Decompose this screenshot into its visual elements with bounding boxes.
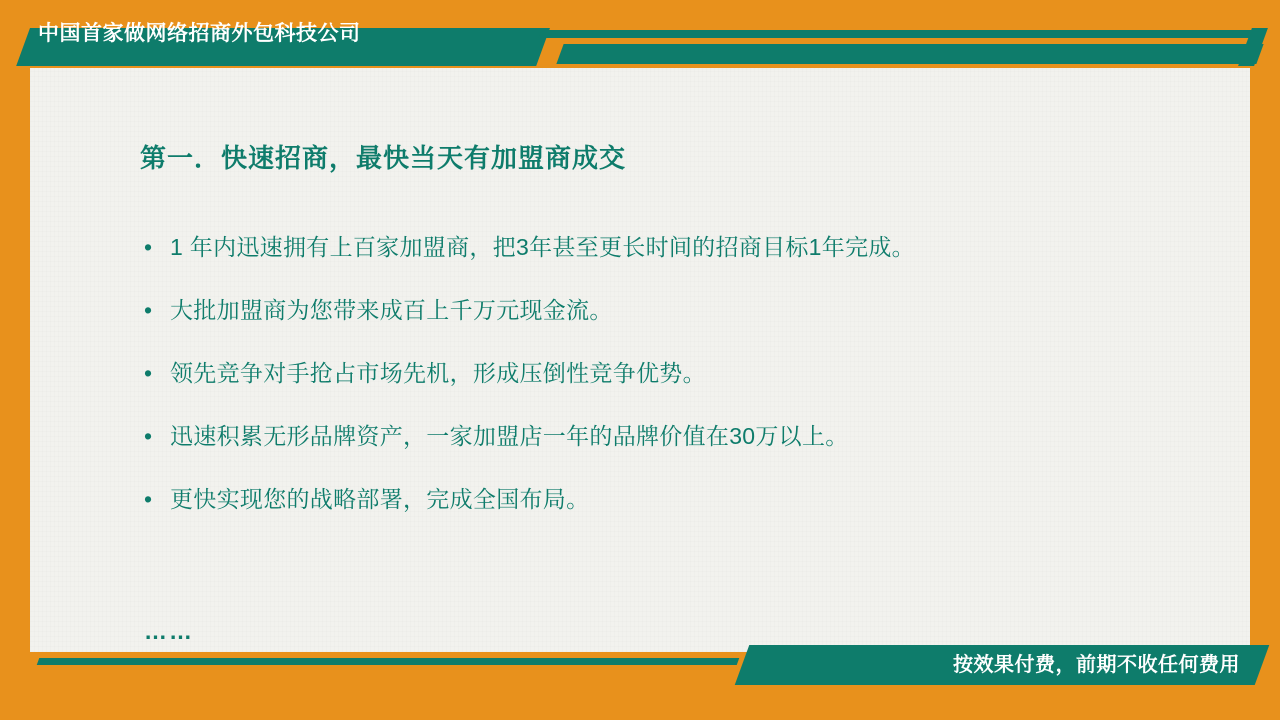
list-item (144, 232, 1214, 262)
list-item (144, 484, 1214, 514)
list-item (144, 358, 1214, 388)
bullet-point-icon: • (144, 360, 153, 386)
header-stripe-top (539, 30, 1252, 38)
header-title: 中国首家做网络招商外包科技公司 (38, 22, 361, 45)
list-item-text: 迅速积累无形品牌资产，一家加盟店一年的品牌价值在30万以上。 (170, 423, 849, 449)
bullet-point-icon: • (144, 297, 153, 323)
list-item-text: 大批加盟商为您带来成百上千万元现金流。 (170, 297, 613, 323)
page-title: 第一．快速招商，最快当天有加盟商成交 (140, 143, 627, 173)
list-item-text: 更快实现您的战略部署，完成全国布局。 (170, 486, 590, 512)
header-stripe-bottom (556, 44, 1263, 64)
list-item-text: 1 年内迅速拥有上百家加盟商，把3年甚至更长时间的招商目标1年完成。 (170, 234, 915, 260)
bullet-list (144, 232, 1214, 547)
bullet-point-icon: • (144, 234, 153, 260)
bullet-point-icon: • (144, 423, 153, 449)
ellipsis-text: …… (144, 618, 194, 644)
list-item-text: 领先竞争对手抢占市场先机，形成压倒性竞争优势。 (170, 360, 706, 386)
bullet-point-icon: • (144, 486, 153, 512)
list-item (144, 295, 1214, 325)
list-item (144, 421, 1214, 451)
footer-text: 按效果付费，前期不收任何费用 (953, 654, 1240, 676)
footer-stripe (37, 658, 740, 665)
